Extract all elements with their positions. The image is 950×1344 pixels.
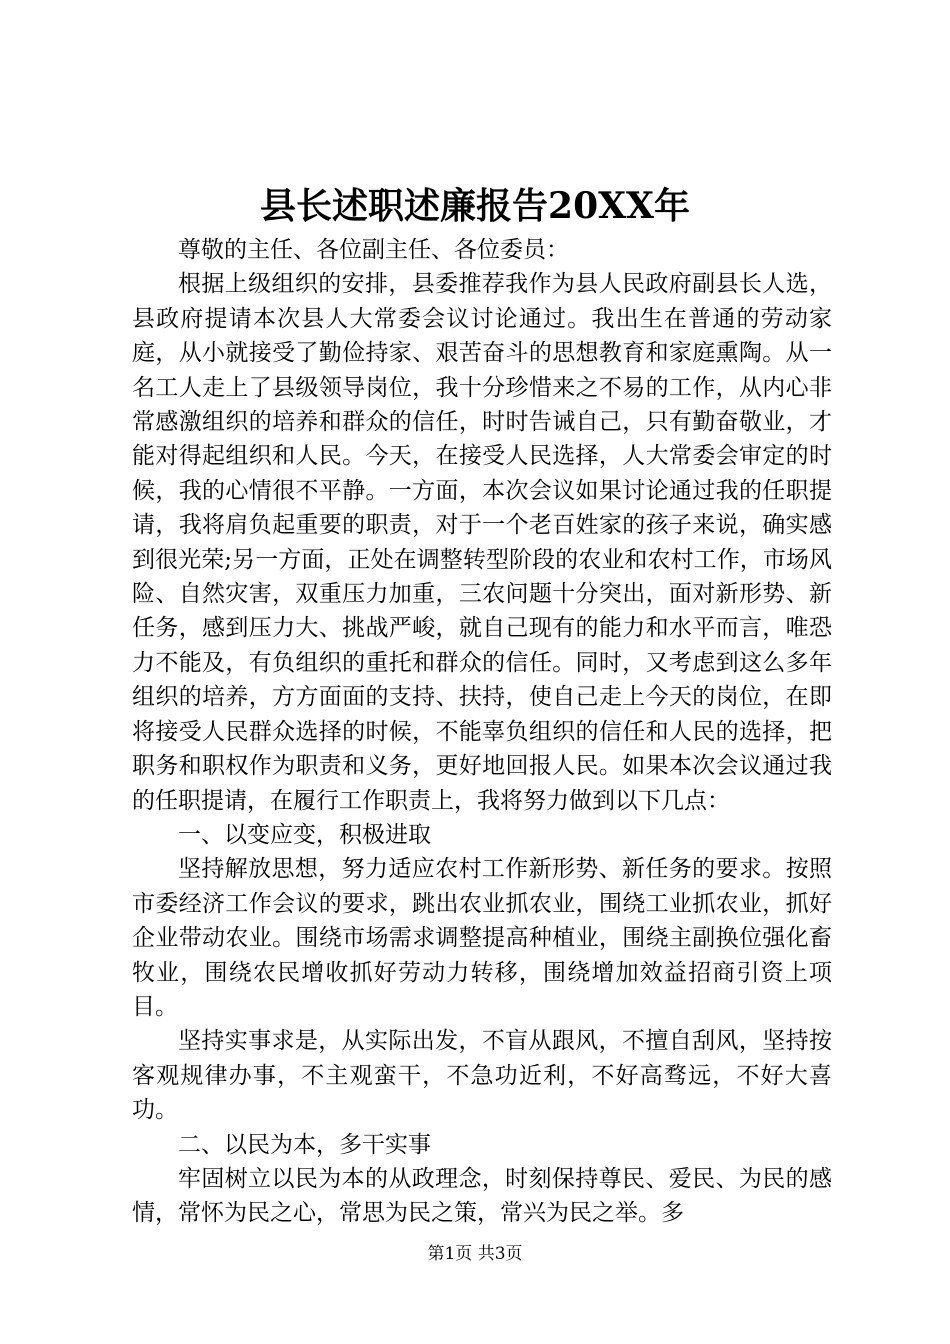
page-footer: 第1页 共3页 [427, 1244, 523, 1264]
paragraph-intro: 根据上级组织的安排，县委推荐我作为县人民政府副县长人选，县政府提请本次县人大常委会议讨论通过。我出生在普通的劳动家庭，从小就接受了勤俭持家、艰苦奋斗的思想教育和家庭熏陶。从一名工人走上了县级领导岗位，我十分珍惜来之不易的工作，从内心非常感激组织的培养和群众的信任，时时告诫自己，只有勤奋敬业，才能对得起组织和人民。今天，在接受人民选择，人大常委会审定的时候，我的心情很不平静。一方面，本次会议如果讨论通过我的任职提请，我将肩负起重要的职责，对于一个老百姓家的孩子来说，确实感到很光荣;另一方面，正处在调整转型阶段的农业和农村工作，市场风险、自然灾害，双重压力加重，三农问题十分突出，面对新形势、新任务，感到压力大、挑战严峻，就自己现有的能力和水平而言，唯恐力不能及，有负组织的重托和群众的信任。同时，又考虑到这么多年组织的培养，方方面面的支持、扶持，使自己走上今天的岗位，在即将接受人民群众选择的时候，不能辜负组织的信任和人民的选择，把职务和职权作为职责和义务，更好地回报人民。如果本次会议通过我的任职提请，在履行工作职责上，我将努力做到以下几点： [132, 271, 832, 814]
paragraph-section-2-a: 牢固树立以民为本的从政理念，时刻保持尊民、爱民、为民的感情，常怀为民之心，常思为民之策，常兴为民之举。多 [132, 1165, 832, 1227]
section-heading-1: 一、以变应变，积极进取 [178, 821, 431, 848]
paragraph-section-1-b: 坚持实事求是，从实际出发，不盲从跟风，不擅自刮风，坚持按客观规律办事，不主观蛮干，不急功近利，不好高骛远，不好大喜功。 [132, 1028, 832, 1124]
salutation: 尊敬的主任、各位副主任、各位委员： [178, 237, 569, 263]
document-body [132, 233, 832, 1231]
paragraph-section-1-a: 坚持解放思想，努力适应农村工作新形势、新任务的要求。按照市委经济工作会议的要求，跳出农业抓农业，围绕工业抓农业，抓好企业带动农业。围绕市场需求调整提高种植业，围绕主副换位强化畜牧业，围绕农民增收抓好劳动力转移，围绕增加效益招商引资上项目。 [132, 856, 832, 1020]
section-heading-2: 二、以民为本，多干实事 [178, 1131, 431, 1158]
document-title: 县长述职述廉报告20XX年 [260, 185, 690, 227]
